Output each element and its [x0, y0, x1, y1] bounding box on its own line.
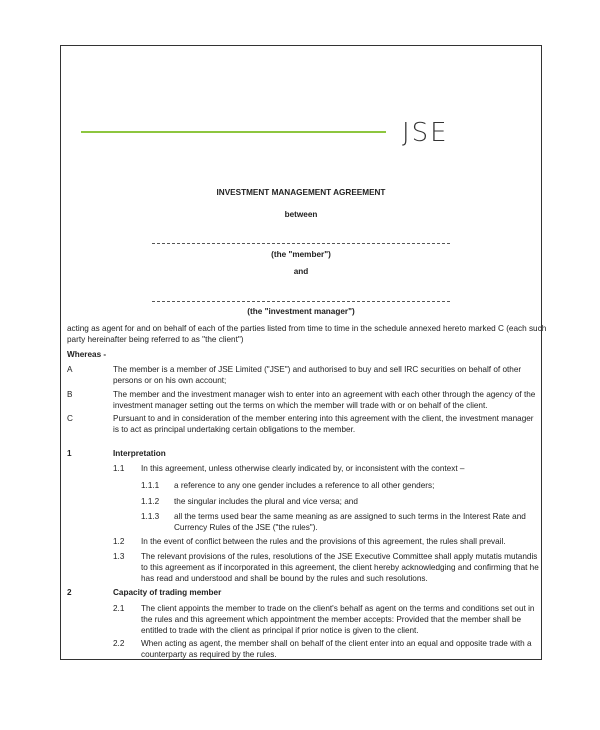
recital-id: A: [67, 365, 73, 374]
between-text: between: [284, 210, 318, 219]
recital-text: The member and the investment manager wish to enter into an agreement with each other through the agency of the: [113, 390, 536, 399]
document-title: INVESTMENT MANAGEMENT AGREEMENT: [216, 188, 386, 197]
clause-text: counterparty as required by the rules.: [141, 650, 277, 659]
clause-text: the rules and this agreement which appointment the member accepts: Provided that the member shall be: [141, 615, 522, 624]
clause-number: 1.1.3: [141, 512, 160, 521]
manager-blank-line: [152, 301, 450, 302]
section-number: 2: [67, 588, 72, 597]
header-accent-line: [81, 131, 386, 133]
clause-text: has read and understood and shall be bound by the rules and such resolutions.: [141, 574, 428, 583]
clause-text: a reference to any one gender includes a reference to all other genders;: [174, 481, 435, 490]
clause-text: In this agreement, unless otherwise clearly indicated by, or inconsistent with the context –: [141, 464, 465, 473]
manager-label: (the "investment manager"): [247, 307, 355, 316]
recital-text: investment manager setting out the terms on which the member will trade with or on behalf of the client.: [113, 401, 488, 410]
recital-id: C: [67, 414, 73, 423]
intro-line: party hereinafter being referred to as "the client"): [67, 335, 244, 344]
member-blank-line: [152, 243, 450, 244]
section-title: Capacity of trading member: [113, 588, 222, 597]
clause-number: 1.1.2: [141, 497, 160, 506]
intro-line: acting as agent for and on behalf of each of the parties listed from time to time in the schedule annexed hereto marked C (each such: [67, 324, 547, 333]
section-number: 1: [67, 449, 72, 458]
clause-text: The relevant provisions of the rules, resolutions of the JSE Executive Committee shall apply mutatis mutandis: [141, 552, 538, 561]
clause-number: 1.2: [113, 537, 125, 546]
recital-text: The member is a member of JSE Limited ("JSE") and authorised to buy and sell IRC securities on behalf of other: [113, 365, 522, 374]
clause-text: to this agreement as if incorporated in this agreement, the client hereby acknowledging and confirming that he: [141, 563, 539, 572]
recital-text: persons or on his own account;: [113, 376, 227, 385]
member-label: (the "member"): [271, 250, 331, 259]
clause-text: the singular includes the plural and vice versa; and: [174, 497, 358, 506]
clause-text: entitled to trade with the client as principal if prior notice is given to the client.: [141, 626, 419, 635]
clause-text: The client appoints the member to trade on the client's behalf as agent on the terms and conditions set out in: [141, 604, 535, 613]
jse-logo: JSE: [402, 118, 449, 148]
clause-number: 2.1: [113, 604, 125, 613]
clause-number: 1.1.1: [141, 481, 160, 490]
clause-text: In the event of conflict between the rules and the provisions of this agreement, the rules shall prevail.: [141, 537, 506, 546]
clause-number: 1.1: [113, 464, 125, 473]
recital-text: Pursuant to and in consideration of the member entering into this agreement with the client, the investment manager: [113, 414, 534, 423]
section-title: Interpretation: [113, 449, 166, 458]
recital-id: B: [67, 390, 73, 399]
clause-number: 1.3: [113, 552, 125, 561]
recital-text: is to act as principal undertaking certain obligations to the member.: [113, 425, 356, 434]
clause-text: When acting as agent, the member shall on behalf of the client enter into an equal and opposite trade with a: [141, 639, 532, 648]
and-text: and: [293, 267, 309, 276]
clause-text: Currency Rules of the JSE ("the rules").: [174, 523, 318, 532]
whereas-heading: Whereas -: [67, 350, 107, 359]
clause-number: 2.2: [113, 639, 125, 648]
clause-text: all the terms used bear the same meaning as are assigned to such terms in the Interest Rate and: [174, 512, 526, 521]
